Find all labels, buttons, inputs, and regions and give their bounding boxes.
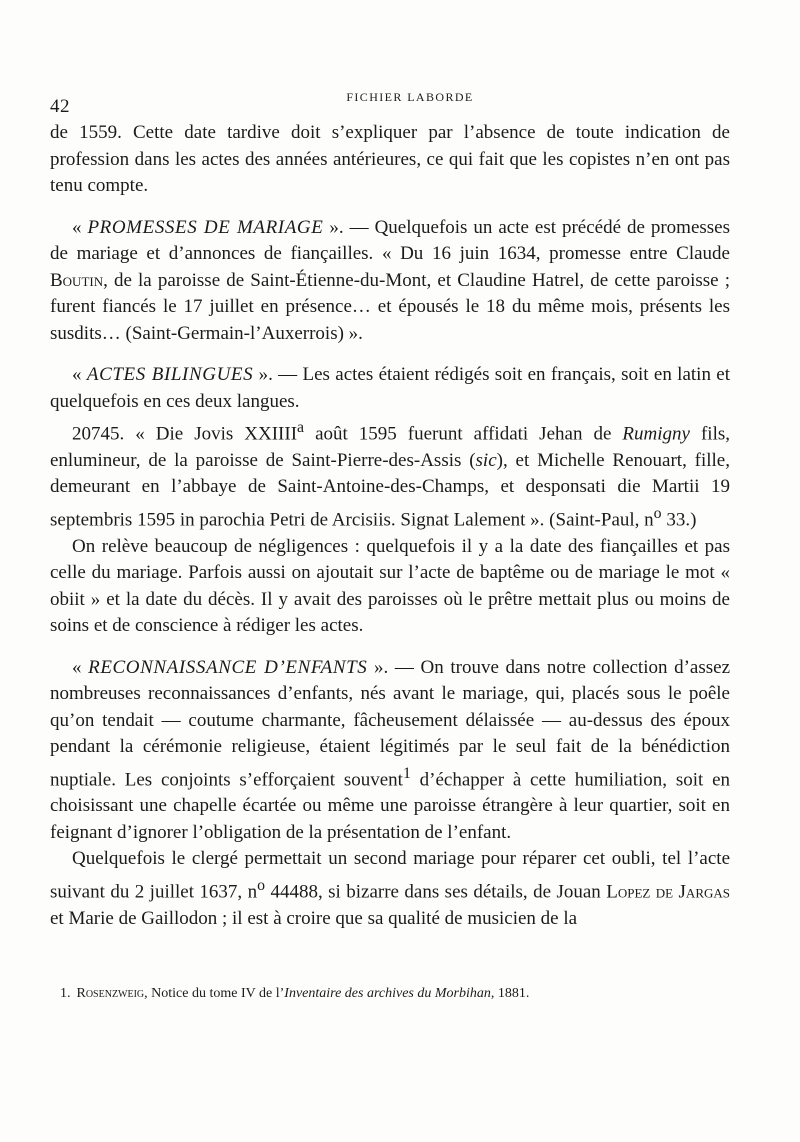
paragraph-continuation xyxy=(50,120,730,200)
paragraph-text: Quelquefois le clergé permettait un second mariage pour réparer cet oubli, tel l’acte suivant du 2 juillet 1637, n xyxy=(50,848,730,903)
paragraph-text: août 1595 fuerunt affidati Jehan de xyxy=(304,423,623,445)
paragraph-reconnaissance-d-enfants xyxy=(50,655,730,847)
section-rubric: RECONNAISSANCE D’ENFANTS xyxy=(88,656,368,678)
footnote-text: , 1881. xyxy=(490,986,530,1001)
paragraph-record-20745 xyxy=(50,415,730,534)
italic-name: Rumigny xyxy=(622,423,690,445)
footnote-text: , Notice du tome IV de l’ xyxy=(144,986,285,1001)
paragraph-second-mariage xyxy=(50,846,730,932)
paragraph-text: 20745. « Die Jovis XXIIII xyxy=(72,423,298,445)
footnote-number: 1. xyxy=(60,986,71,1001)
footnote xyxy=(60,984,730,1004)
section-rubric: PROMESSES DE MARIAGE xyxy=(87,216,324,238)
paragraph-text: ». — On trouve dans notre collection d’assez nombreuses reconnaissances d’enfants, nés avant le mariage, qui, placés sous le poêle qu’on tendait — coutume charmante, fâcheusement délaissée — au-dessus des époux pendant la cérémonie religieuse, étaient légitimés par le seul fait de la bénédiction nuptiale. Les conjoints s’efforçaient souvent xyxy=(50,656,731,790)
surname: Lopez de Jargas xyxy=(606,881,730,903)
paragraph-negligences xyxy=(50,534,730,640)
open-quote: « xyxy=(72,216,88,238)
footnote-author: Rosenzweig xyxy=(76,986,145,1001)
open-quote: « xyxy=(72,656,89,678)
page-number: 42 xyxy=(50,96,70,117)
paragraph-text: , de la paroisse de Saint-Étienne-du-Mont, et Claudine Hatrel, de cette paroisse ; furent fiancés le 17 juillet en présence… et épousés le 18 du même mois, présents les susdits… (Saint-Germain-l’Auxerrois) ». xyxy=(50,269,730,344)
superscript: o xyxy=(653,504,662,522)
running-head: FICHIER LABORDE xyxy=(346,90,474,104)
footnote-reference: 1 xyxy=(402,764,411,782)
italic-sic: sic xyxy=(475,449,497,471)
superscript: a xyxy=(297,419,305,436)
paragraph-text: et Marie de Gaillodon ; il est à croire que sa qualité de musicien de la xyxy=(50,907,578,929)
page-header xyxy=(50,88,730,118)
paragraph-actes-bilingues xyxy=(50,362,730,415)
surname: Boutin xyxy=(50,269,104,291)
paragraph-promesses-de-mariage xyxy=(50,215,730,348)
paragraph-text: d’échapper à cette humiliation, soit en choisissant une chapelle écartée ou même une paroisse étrangère à leur quartier, soit en feignant d’ignorer l’obligation de la présentation de l’enfant. xyxy=(50,768,730,843)
paragraph-text: de 1559. Cette date tardive doit s’expliquer par l’absence de toute indication de profession dans les actes des années antérieures, ce qui fait que les copistes n’en ont pas tenu compte. xyxy=(50,122,730,196)
page-body xyxy=(50,120,730,932)
superscript: o xyxy=(257,876,266,894)
paragraph-text: On relève beaucoup de négligences : quelquefois il y a la date des fiançailles et pas celle du mariage. Parfois aussi on ajoutait sur l’acte de baptême ou de mariage le mot « obiit » et la date du décès. Il y avait des paroisses où le prêtre mettait plus ou moins de soins et de conscience à rédiger les actes. xyxy=(50,535,730,637)
section-rubric: ACTES BILINGUES xyxy=(86,364,254,385)
paragraph-text: fils, enlumineur, de la paroisse de Saint-Pierre-des-Assis ( xyxy=(50,423,730,471)
paragraph-text: ». — Les actes étaient rédigés soit en français, soit en latin et quelquefois en ces deux langues. xyxy=(50,364,731,412)
paragraph-text: ». — Quelquefois un acte est précédé de promesses de mariage et d’annonces de fiançailles. « Du 16 juin 1634, promesse entre Claude xyxy=(50,216,730,264)
open-quote: « xyxy=(72,364,87,385)
paragraph-text: 33.) xyxy=(661,509,697,531)
paragraph-text: 44488, si bizarre dans ses détails, de Jouan xyxy=(265,881,607,903)
footnote-title: Inventaire des archives du Morbihan xyxy=(284,986,491,1001)
paragraph-text: ), et Michelle Renouart, fille, demeurant en l’abbaye de Saint-Antoine-des-Champs, et desponsati die Martii 19 septembris 1595 in parochia Petri de Arcisiis. Signat Lalement ». (Saint-Paul, n xyxy=(50,449,730,531)
